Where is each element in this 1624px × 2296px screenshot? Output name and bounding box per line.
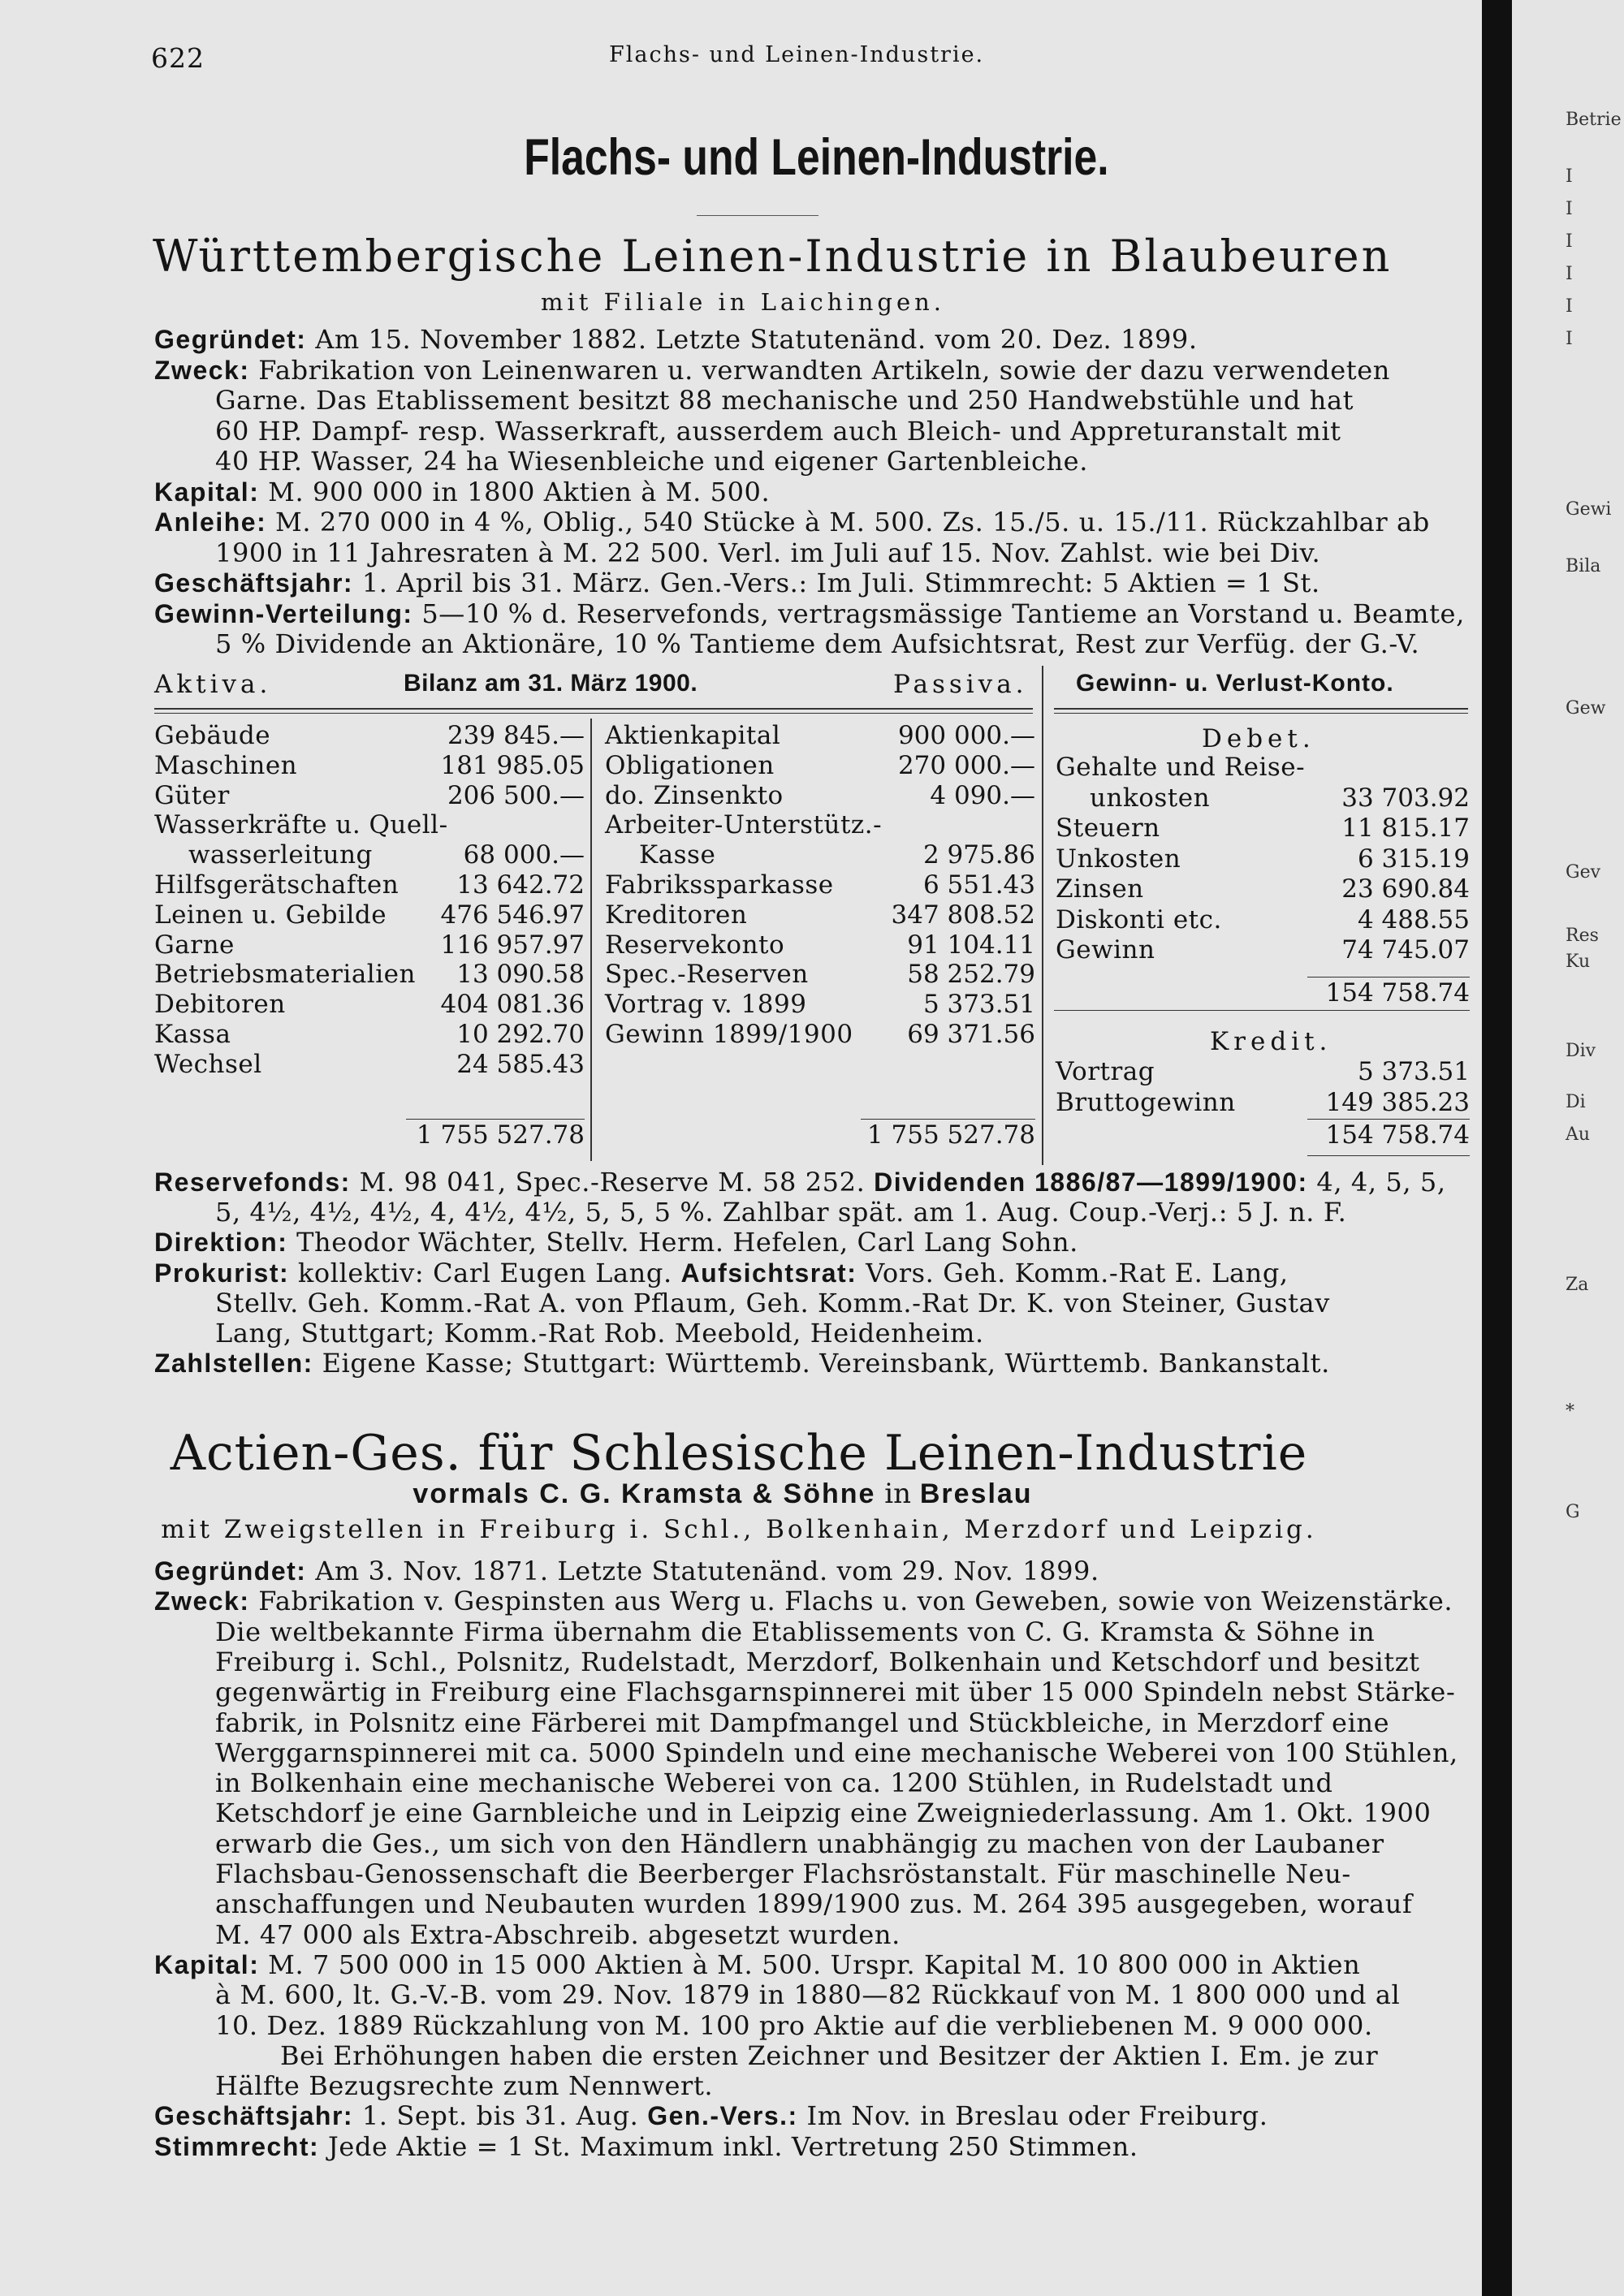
company2-detail-line	[215, 1616, 1375, 1647]
balance-center-rule	[590, 719, 592, 1161]
passiva-value: 2 975.86	[922, 840, 1035, 870]
company2-detail-line	[215, 1737, 1458, 1768]
kredit-item: Bruttogewinn	[1056, 1087, 1236, 1117]
kredit-label: Kredit.	[1210, 1027, 1332, 1056]
company1-detail-line	[154, 507, 1430, 537]
passiva-value: 900 000.—	[897, 721, 1035, 750]
passiva-item: Reservekonto	[605, 930, 785, 960]
company2-detail-text: 10. Dez. 1889 Rückzahlung von M. 100 pro Aktie auf die verbliebenen M. 9 000 000.	[215, 2009, 1373, 2041]
debet-item: Zinsen	[1056, 874, 1144, 904]
company1-note-text: Vors. Geh. Komm.-Rat E. Lang,	[857, 1257, 1289, 1288]
aktiva-value: 181 985.05	[440, 750, 585, 780]
adjacent-page-fragment: Gewi	[1566, 499, 1612, 520]
section-title: Flachs- und Leinen-Industrie.	[524, 129, 1109, 186]
debet-value: 6 315.19	[1357, 844, 1470, 874]
balance-top-rule	[154, 708, 1033, 710]
company2-detail-line	[215, 1798, 1431, 1828]
kredit-bottom-rule	[1307, 1155, 1470, 1156]
debet-item: Gewinn	[1056, 935, 1155, 965]
aktiva-total: 1 755 527.78	[416, 1120, 585, 1150]
company1-note-line	[154, 1167, 1446, 1198]
page-number: 622	[151, 42, 205, 74]
passiva-item: Kreditoren	[605, 900, 748, 930]
company1-note-line	[215, 1318, 984, 1349]
company1-note-text: M. 98 041, Spec.-Reserve M. 58 252.	[350, 1167, 875, 1198]
passiva-sum-rule	[861, 1119, 1035, 1120]
company2-detail-line	[215, 1828, 1384, 1859]
company1-detail-label: Gewinn-Verteilung:	[154, 598, 413, 628]
aktiva-item: Güter	[154, 780, 230, 810]
company2-detail-line	[215, 1707, 1389, 1738]
passiva-item: Kasse	[639, 840, 716, 870]
company2-detail-line	[215, 1767, 1333, 1798]
company1-detail-line	[154, 598, 1465, 629]
aktiva-item: Garne	[154, 930, 235, 960]
debet-item: unkosten	[1090, 783, 1211, 813]
adjacent-page-fragment: Gew	[1566, 698, 1606, 719]
passiva-item: Gewinn 1899/1900	[605, 1020, 853, 1049]
aktiva-value: 24 585.43	[456, 1049, 585, 1079]
company2-detail-label: Gegründet:	[154, 1556, 307, 1586]
adjacent-page-fragment: *	[1566, 1401, 1574, 1422]
company2-city: Breslau	[919, 1478, 1033, 1509]
aktiva-value: 68 000.—	[463, 840, 585, 870]
passiva-value: 69 371.56	[907, 1020, 1035, 1049]
company2-detail-text: erwarb die Ges., um sich von den Händlern unabhängig zu machen von der Laubaner	[215, 1828, 1384, 1859]
company1-detail-label: Gegründet:	[154, 325, 307, 354]
company2-detail-line	[215, 1858, 1351, 1889]
gv-top-rule-2	[1054, 713, 1468, 714]
company1-note-text: Lang, Stuttgart; Komm.-Rat Rob. Meebold, Heidenheim.	[215, 1318, 984, 1349]
company1-note-line	[154, 1227, 1078, 1258]
passiva-label: Passiva.	[893, 670, 1028, 699]
kredit-sum-rule	[1307, 1119, 1470, 1120]
company1-subtitle: mit Filiale in Laichingen.	[540, 288, 946, 316]
company1-note-line	[154, 1348, 1330, 1379]
company1-note-label: Zahlstellen:	[154, 1349, 313, 1379]
company1-detail-text: Am 15. November 1882. Letzte Statutenänd. vom 20. Dez. 1899.	[306, 324, 1198, 355]
aktiva-item: Hilfsgerätschaften	[154, 870, 400, 900]
company1-name: Württembergische Leinen-Industrie in Blaubeuren	[153, 231, 1393, 282]
aktiva-label: Aktiva.	[154, 670, 272, 699]
company2-detail-text: Hälfte Bezugsrechte zum Nennwert.	[215, 2070, 714, 2102]
company2-detail-text: 1. Sept. bis 31. Aug.	[353, 2100, 648, 2132]
company2-detail-line	[215, 1979, 1400, 2010]
company2-detail-text: gegenwärtig in Freiburg eine Flachsgarnspinnerei mit über 15 000 Spindeln nebst Stärke-	[215, 1677, 1456, 1708]
company2-detail-line	[154, 2131, 1138, 2162]
adjacent-page-fragment: I	[1566, 296, 1573, 317]
company1-note-label: Dividenden 1886/87—1899/1900:	[874, 1167, 1308, 1197]
debet-total: 154 758.74	[1325, 978, 1470, 1008]
passiva-item: do. Zinsenkto	[605, 780, 784, 810]
adjacent-page-fragment: Res	[1566, 926, 1599, 946]
company1-detail-line	[215, 628, 1419, 659]
kredit-item: Vortrag	[1056, 1057, 1155, 1086]
company2-detail-label: Stimmrecht:	[154, 2131, 320, 2161]
company2-detail-text: M. 7 500 000 in 15 000 Aktien à M. 500. Urspr. Kapital M. 10 800 000 in Aktien	[259, 1949, 1361, 1980]
debet-value: 33 703.92	[1341, 783, 1470, 813]
kredit-total: 154 758.74	[1325, 1120, 1470, 1150]
aktiva-value: 116 957.97	[440, 930, 585, 960]
debet-item: Gehalte und Reise-	[1056, 753, 1306, 782]
adjacent-page-fragment: G	[1566, 1502, 1580, 1522]
gv-title: Gewinn- u. Verlust-Konto.	[1076, 670, 1394, 697]
company2-detail-text: Freiburg i. Schl., Polsnitz, Rudelstadt, Merzdorf, Bolkenhain und Ketschdorf und besitzt	[215, 1646, 1420, 1677]
aktiva-item: Gebäude	[154, 721, 271, 750]
company2-detail-text: Ketschdorf je eine Garnbleiche und in Leipzig eine Zweigniederlassung. Am 1. Okt. 1900	[215, 1798, 1432, 1829]
passiva-item: Spec.-Reserven	[605, 960, 809, 990]
company1-note-line	[215, 1197, 1346, 1228]
adjacent-page-fragment: I	[1566, 264, 1573, 284]
adjacent-page-fragment: Di	[1566, 1092, 1586, 1112]
company1-note-text: 4, 4, 5, 5,	[1307, 1167, 1446, 1198]
company1-detail-line	[215, 446, 1088, 477]
company1-detail-line	[154, 324, 1198, 355]
passiva-total: 1 755 527.78	[866, 1120, 1035, 1150]
aktiva-item: Wasserkräfte u. Quell-	[154, 810, 448, 840]
running-header: Flachs- und Leinen-Industrie.	[609, 42, 985, 67]
company1-detail-text: 5—10 % d. Reservefonds, vertragsmässige Tantieme an Vorstand u. Beamte,	[412, 598, 1465, 629]
gv-separator-rule	[1042, 666, 1043, 1165]
company1-detail-text: Garne. Das Etablissement besitzt 88 mechanische und 250 Handwebstühle und hat	[215, 385, 1354, 416]
aktiva-value: 13 090.58	[456, 960, 585, 990]
adjacent-page-fragment: Au	[1566, 1124, 1591, 1145]
balance-top-rule-2	[154, 713, 1033, 714]
debet-value: 4 488.55	[1357, 904, 1470, 934]
company2-former-name: vormals C. G. Kramsta & Söhne	[412, 1478, 876, 1509]
company2-branches: mit Zweigstellen in Freiburg i. Schl., Bolkenhain, Merzdorf und Leipzig.	[161, 1515, 1317, 1544]
book-gutter	[1482, 0, 1512, 2296]
company1-note-text: Theodor Wächter, Stellv. Herm. Hefelen, Carl Lang Sohn.	[287, 1227, 1078, 1258]
company2-detail-text: Jede Aktie = 1 St. Maximum inkl. Vertretung 250 Stimmen.	[319, 2130, 1138, 2162]
company2-detail-line	[280, 2040, 1378, 2071]
company1-detail-text: 1900 in 11 Jahresraten à M. 22 500. Verl. im Juli auf 15. Nov. Zahlst. wie bei Div.	[215, 537, 1321, 568]
passiva-value: 6 551.43	[922, 870, 1035, 900]
company2-detail-label: Geschäftsjahr:	[154, 2101, 354, 2131]
company1-detail-text: 1. April bis 31. März. Gen.-Vers.: Im Juli. Stimmrecht: 5 Aktien = 1 St.	[353, 568, 1320, 598]
company1-note-line	[215, 1288, 1330, 1318]
aktiva-value: 13 642.72	[456, 870, 585, 900]
company2-in: in	[875, 1478, 920, 1510]
company1-detail-text: M. 270 000 in 4 %, Oblig., 540 Stücke à M. 500. Zs. 15./5. u. 15./11. Rückzahlbar ab	[266, 507, 1430, 537]
adjacent-page-fragment: I	[1566, 166, 1573, 187]
company2-detail-line	[154, 2100, 1268, 2131]
balance-title: Bilanz am 31. März 1900.	[404, 670, 698, 697]
company2-name: Actien-Ges. für Schlesische Leinen-Industrie	[170, 1425, 1308, 1482]
debet-label: Debet.	[1202, 724, 1315, 753]
aktiva-item: Betriebsmaterialien	[154, 960, 416, 990]
company2-detail-text: fabrik, in Polsnitz eine Färberei mit Dampfmangel und Stückbleiche, in Merzdorf eine	[215, 1707, 1390, 1738]
company1-detail-label: Zweck:	[154, 355, 250, 385]
passiva-value: 4 090.—	[930, 780, 1035, 810]
company1-detail-line	[154, 568, 1320, 598]
adjacent-page-fragment: I	[1566, 231, 1573, 252]
title-rule	[697, 215, 818, 216]
passiva-item: Vortrag v. 1899	[605, 990, 807, 1020]
company2-detail-line	[215, 1888, 1412, 1919]
company2-detail-text: in Bolkenhain eine mechanische Weberei von ca. 1200 Stühlen, in Rudelstadt und	[215, 1767, 1333, 1799]
aktiva-value: 404 081.36	[440, 990, 585, 1020]
debet-item: Steuern	[1056, 814, 1160, 843]
aktiva-item: Wechsel	[154, 1049, 262, 1079]
adjacent-page-fragment: Gev	[1566, 862, 1601, 883]
company1-detail-line	[215, 416, 1341, 447]
company2-detail-line	[215, 1919, 901, 1950]
company1-detail-line	[215, 537, 1320, 568]
company2-detail-line	[154, 1586, 1453, 1616]
passiva-value: 347 808.52	[891, 900, 1035, 930]
aktiva-value: 10 292.70	[456, 1020, 585, 1049]
adjacent-page-fragment: I	[1566, 199, 1573, 219]
company1-detail-line	[215, 385, 1354, 416]
adjacent-page-fragment: Bila	[1566, 556, 1601, 576]
company2-detail-line	[215, 2070, 713, 2101]
debet-sum-rule	[1307, 977, 1470, 978]
adjacent-page-edge	[1512, 0, 1624, 2296]
aktiva-item: Leinen u. Gebilde	[154, 900, 387, 930]
debet-item: Diskonti etc.	[1056, 904, 1222, 934]
company2-detail-line	[215, 1677, 1455, 1707]
company1-detail-line	[154, 355, 1390, 386]
passiva-item: Arbeiter-Unterstütz.-	[605, 810, 883, 840]
debet-item: Unkosten	[1056, 844, 1181, 874]
company2-detail-line	[215, 2010, 1373, 2041]
company1-note-label: Prokurist:	[154, 1258, 290, 1288]
aktiva-value: 239 845.—	[447, 721, 585, 750]
company2-detail-line	[154, 1556, 1099, 1586]
company1-detail-label: Kapital:	[154, 477, 260, 507]
company2-detail-text: M. 47 000 als Extra-Abschreib. abgesetzt wurden.	[215, 1918, 901, 1950]
company1-detail-text: 40 HP. Wasser, 24 ha Wiesenbleiche und eigener Gartenbleiche.	[215, 446, 1088, 477]
aktiva-sum-rule	[406, 1119, 585, 1120]
debet-value: 11 815.17	[1341, 814, 1470, 843]
adjacent-page-fragment: Za	[1566, 1275, 1589, 1295]
debet-value: 23 690.84	[1341, 874, 1470, 904]
company2-detail-label: Kapital:	[154, 1949, 260, 1979]
passiva-value: 5 373.51	[922, 990, 1035, 1020]
company2-detail-text: Werggarnspinnerei mit ca. 5000 Spindeln und eine mechanische Weberei von 100 Stühlen,	[215, 1737, 1458, 1768]
company2-detail-text: Im Nov. in Breslau oder Freiburg.	[797, 2100, 1268, 2132]
company1-note-text: 5, 4½, 4½, 4½, 4, 4½, 4½, 5, 5, 5 %. Zahlbar spät. am 1. Aug. Coup.-Verj.: 5 J. n. F.	[215, 1197, 1347, 1228]
company2-detail-text: à M. 600, lt. G.-V.-B. vom 29. Nov. 1879 in 1880—82 Rückkauf von M. 1 800 000 und al	[215, 1979, 1401, 2011]
passiva-value: 58 252.79	[907, 960, 1035, 990]
company2-subtitle	[0, 1478, 1535, 1510]
adjacent-page-fragment: Ku	[1566, 952, 1591, 972]
adjacent-page-fragment: I	[1566, 329, 1573, 349]
debet-value: 74 745.07	[1341, 935, 1470, 965]
gv-top-rule	[1054, 708, 1468, 710]
company1-detail-text: Fabrikation von Leinenwaren u. verwandten Artikeln, sowie der dazu verwendeten	[249, 354, 1390, 386]
company2-detail-text: Bei Erhöhungen haben die ersten Zeichner und Besitzer der Aktien I. Em. je zur	[280, 2039, 1379, 2071]
company1-note-text: kollektiv: Carl Eugen Lang.	[289, 1257, 681, 1288]
adjacent-page-fragment: Div	[1566, 1041, 1596, 1061]
kredit-value: 149 385.23	[1325, 1087, 1470, 1117]
company2-detail-label: Gen.-Vers.:	[647, 2101, 798, 2131]
aktiva-item: Maschinen	[154, 750, 298, 780]
debet-kredit-rule	[1054, 1010, 1470, 1011]
company2-detail-line	[215, 1646, 1420, 1677]
company1-note-text: Stellv. Geh. Komm.-Rat A. von Pflaum, Geh. Komm.-Rat Dr. K. von Steiner, Gustav	[215, 1287, 1330, 1318]
company1-note-label: Aufsichtsrat:	[680, 1258, 857, 1288]
company1-detail-text: 5 % Dividende an Aktionäre, 10 % Tantieme dem Aufsichtsrat, Rest zur Verfüg. der G.-V.	[215, 628, 1420, 659]
company1-detail-text: 60 HP. Dampf- resp. Wasserkraft, ausserdem auch Bleich- und Appreturanstalt mit	[215, 415, 1341, 447]
company2-detail-text: Am 3. Nov. 1871. Letzte Statutenänd. vom 29. Nov. 1899.	[306, 1556, 1099, 1586]
passiva-item: Obligationen	[605, 750, 775, 780]
company1-detail-label: Anleihe:	[154, 507, 267, 537]
aktiva-item: wasserleitung	[188, 840, 373, 870]
company2-detail-text: anschaffungen und Neubauten wurden 1899/1900 zus. M. 264 395 ausgegeben, worauf	[215, 1888, 1413, 1920]
passiva-value: 91 104.11	[907, 930, 1035, 960]
aktiva-value: 476 546.97	[440, 900, 585, 930]
kredit-value: 5 373.51	[1357, 1057, 1470, 1086]
passiva-item: Fabrikssparkasse	[605, 870, 834, 900]
company1-note-text: Eigene Kasse; Stuttgart: Württemb. Vereinsbank, Württemb. Bankanstalt.	[313, 1348, 1330, 1379]
company2-detail-text: Flachsbau-Genossenschaft die Beerberger Flachsröstanstalt. Für maschinelle Neu-	[215, 1858, 1351, 1889]
company2-detail-label: Zweck:	[154, 1586, 250, 1616]
company2-detail-line	[154, 1949, 1360, 1980]
company1-detail-text: M. 900 000 in 1800 Aktien à M. 500.	[259, 476, 771, 507]
company1-note-line	[154, 1258, 1289, 1288]
aktiva-value: 206 500.—	[447, 780, 585, 810]
aktiva-item: Kassa	[154, 1020, 231, 1049]
company1-note-label: Reservefonds:	[154, 1167, 351, 1197]
company2-detail-text: Die weltbekannte Firma übernahm die Etablissements von C. G. Kramsta & Söhne in	[215, 1616, 1376, 1647]
aktiva-item: Debitoren	[154, 990, 286, 1020]
company2-detail-text: Fabrikation v. Gespinsten aus Werg u. Flachs u. von Geweben, sowie von Weizenstärke.	[249, 1586, 1453, 1617]
company1-detail-label: Geschäftsjahr:	[154, 568, 354, 598]
adjacent-page-fragment: Betrie	[1566, 110, 1622, 130]
company1-note-label: Direktion:	[154, 1228, 288, 1258]
passiva-value: 270 000.—	[897, 750, 1035, 780]
passiva-item: Aktienkapital	[605, 721, 781, 750]
company1-detail-line	[154, 477, 770, 507]
